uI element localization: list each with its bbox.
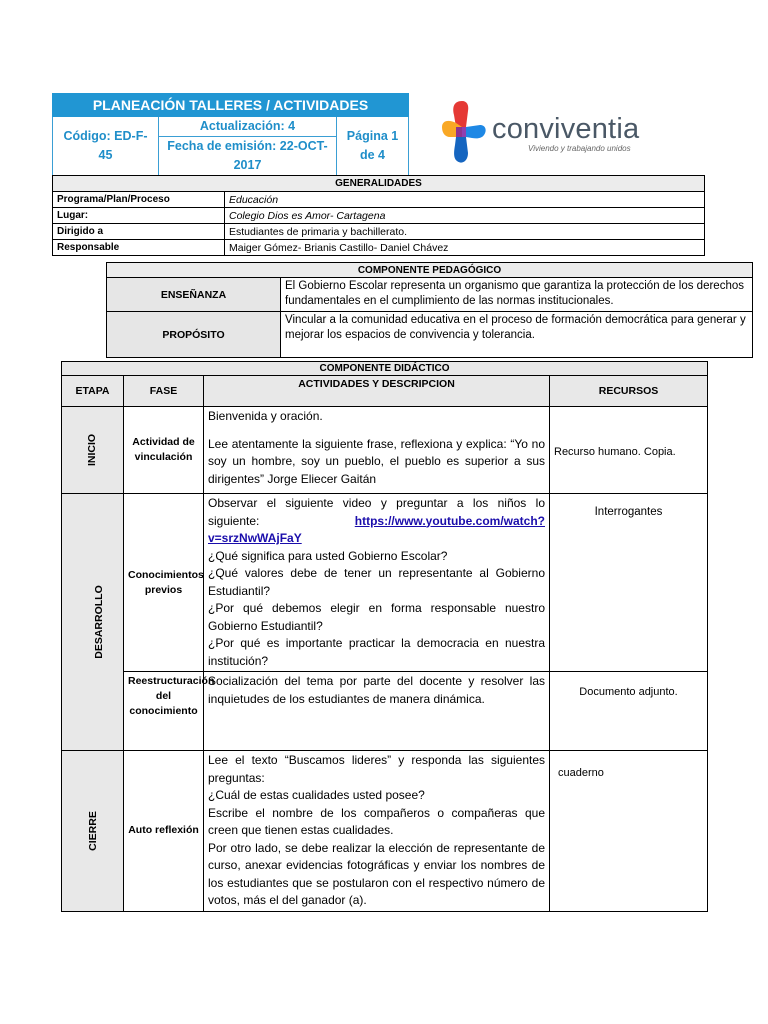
question-gobierno-escolar: ¿Qué significa para usted Gobierno Escolar? <box>208 548 448 563</box>
document-issue-date: Fecha de emisión: 22-OCT-2017 <box>159 137 337 176</box>
desc-inicio-line1: Bienvenida y oración. <box>208 409 323 423</box>
label-responsable: Responsable <box>53 240 225 256</box>
value-lugar: Colegio Dios es Amor- Cartagena <box>225 208 705 224</box>
document-code: Código: ED-F-45 <box>53 117 159 176</box>
generalidades-title: GENERALIDADES <box>53 176 705 192</box>
fase-reestructuracion: Reestructuración del conocimiento <box>124 672 204 751</box>
etapa-desarrollo: DESARROLLO <box>62 494 124 751</box>
document-title: PLANEACIÓN TALLERES / ACTIVIDADES <box>53 94 409 117</box>
componente-pedagogico-table <box>106 262 753 358</box>
col-fase: FASE <box>124 376 204 407</box>
recurso-inicio: Recurso humano. Copia. <box>550 407 708 494</box>
col-etapa: ETAPA <box>62 376 124 407</box>
label-ensenanza: ENSEÑANZA <box>107 278 281 312</box>
logo-tagline: Viviendo y trabajando unidos <box>528 144 631 153</box>
label-programa: Programa/Plan/Proceso <box>53 192 225 208</box>
pedagogico-title: COMPONENTE PEDAGÓGICO <box>107 263 753 278</box>
col-actividades: ACTIVIDADES Y DESCRIPCION <box>204 376 550 407</box>
componente-didactico-table <box>61 361 708 912</box>
recurso-documento: Documento adjunto. <box>550 672 708 751</box>
desc-cierre <box>204 751 550 912</box>
value-programa: Educación <box>225 192 705 208</box>
cierre-question-cualidades: ¿Cuál de estas cualidades usted posee? <box>208 788 425 802</box>
conviventia-logo <box>440 97 650 167</box>
cierre-eleccion: Por otro lado, se debe realizar la elección de representante de curso, anexar evidencias fotográficas y enviar los nombres de los estudiantes que se postularon con el respectivo número de votos, más el del ganador (a). <box>208 840 545 907</box>
etapa-cierre: CIERRE <box>62 751 124 912</box>
recurso-cuaderno: cuaderno <box>550 751 708 912</box>
document-update: Actualización: 4 <box>159 117 337 137</box>
etapa-inicio: INICIO <box>62 407 124 494</box>
fase-vinculacion: Actividad de vinculación <box>124 407 204 494</box>
generalidades-table <box>52 175 705 256</box>
desc-reestructuracion: Socialización del tema por parte del docente y resolver las inquietudes de los estudiantes de manera dinámica. <box>204 672 550 751</box>
recurso-interrogantes: Interrogantes <box>550 494 708 672</box>
desc-video-intro: Observar el siguiente video y preguntar a los niños lo siguiente: <box>208 496 545 528</box>
desc-conocimientos-previos <box>204 494 550 672</box>
text-ensenanza: El Gobierno Escolar representa un organismo que garantiza la protección de los derechos fundamentales en el cumplimiento de las normas institucionales. <box>281 278 753 312</box>
label-dirigido: Dirigido a <box>53 224 225 240</box>
label-proposito: PROPÓSITO <box>107 312 281 358</box>
didactico-title: COMPONENTE DIDÁCTICO <box>62 362 708 376</box>
question-elegir: ¿Por qué debemos elegir en forma responsable nuestro Gobierno Estudiantil? <box>208 601 545 633</box>
cross-logo-icon <box>440 97 488 167</box>
question-valores: ¿Qué valores debe de tener un representante al Gobierno Estudiantil? <box>208 566 545 598</box>
value-responsable: Maiger Gómez- Brianis Castillo- Daniel Chávez <box>225 240 705 256</box>
fase-auto-reflexion: Auto reflexión <box>124 751 204 912</box>
cierre-intro: Lee el texto “Buscamos lideres” y responda las siguientes preguntas: <box>208 753 545 785</box>
youtube-link[interactable]: https://www.youtube.com/watch?v=srzNwWAjFaY <box>208 513 545 545</box>
cierre-question-companeros: Escribe el nombre de los compañeros o compañeras que creen que tienen estas cualidades. <box>208 805 545 837</box>
logo-wordmark: conviventia <box>492 113 640 145</box>
question-democracia: ¿Por qué es importante practicar la democracia en nuestra institución? <box>208 636 545 668</box>
col-recursos: RECURSOS <box>550 376 708 407</box>
value-dirigido: Estudiantes de primaria y bachillerato. <box>225 224 705 240</box>
document-header <box>52 93 409 176</box>
fase-conocimientos-previos: Conocimientos previos <box>124 494 204 672</box>
label-lugar: Lugar: <box>53 208 225 224</box>
text-proposito: Vincular a la comunidad educativa en el proceso de formación democrática para generar y mejorar los espacios de convivencia y tolerancia. <box>281 312 753 358</box>
desc-inicio-line2: Lee atentamente la siguiente frase, reflexiona y explica: “Yo no soy un hombre, soy un pueblo, el pueblo es superior a sus dirigentes” Jorge Eliecer Gaitán <box>208 436 545 486</box>
document-page: Página 1 de 4 <box>337 117 409 176</box>
desc-inicio <box>204 407 550 494</box>
